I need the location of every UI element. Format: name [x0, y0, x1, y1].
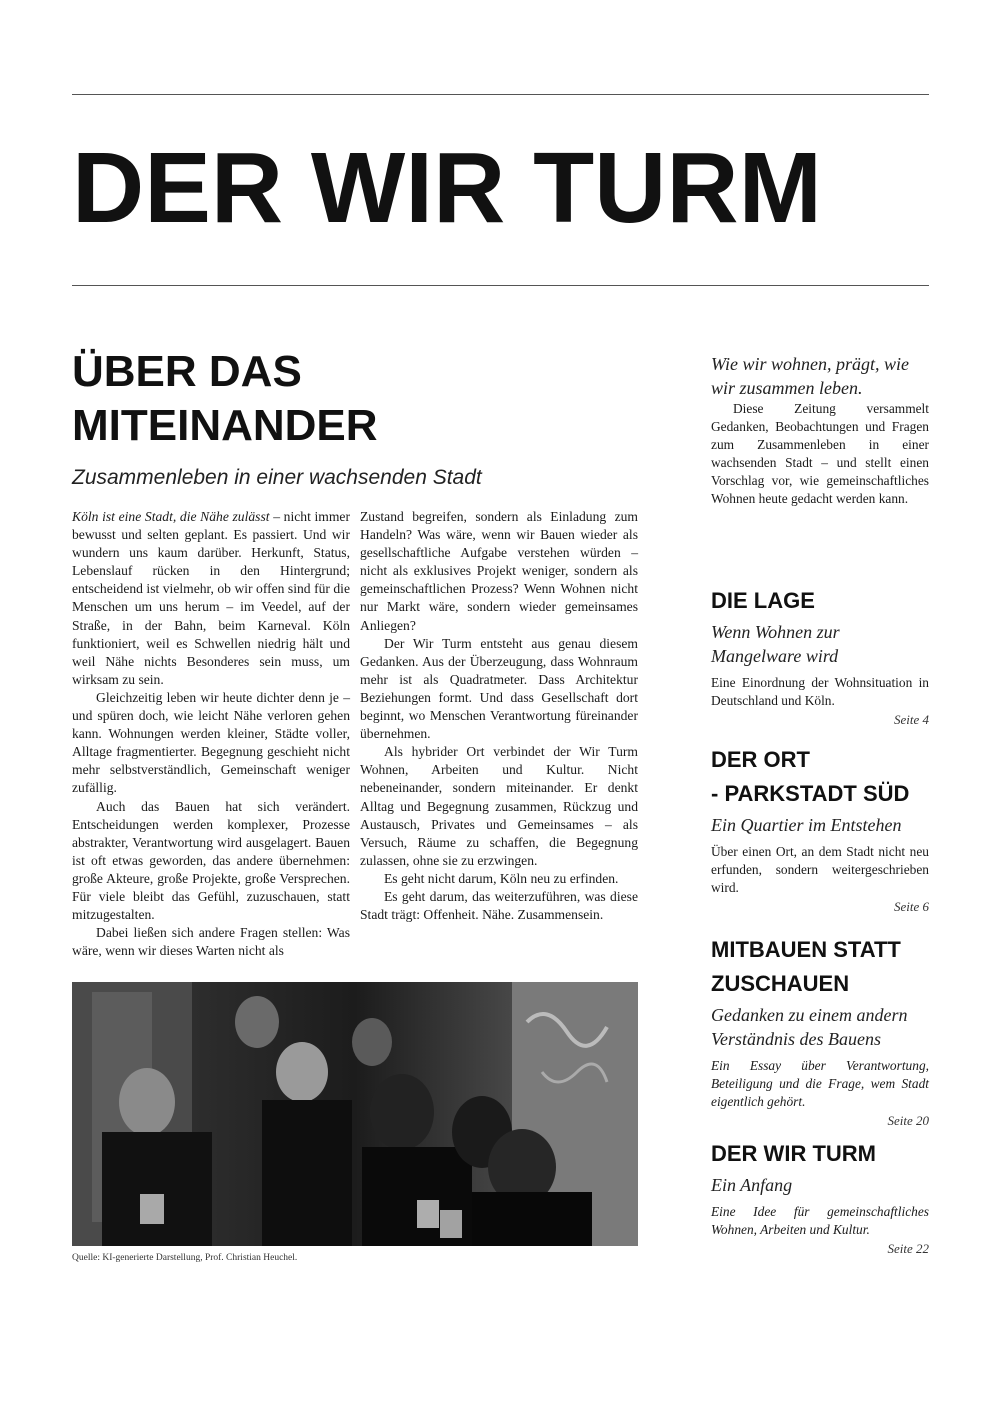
photo-caption: Quelle: KI-generierte Darstellung, Prof. Christian Heuchel. [72, 1253, 298, 1263]
teaser-title-line-2: - PARKSTADT SÜD [711, 781, 910, 806]
teaser-mitbauen[interactable] [711, 933, 929, 1130]
teaser-description: Eine Einordnung der Wohnsituation in Deutschland und Köln. [711, 675, 929, 708]
article-column-1 [72, 508, 350, 960]
teaser-subtitle: Gedanken zu einem andern Verständnis des Bauens [711, 1005, 908, 1049]
article-photo [72, 982, 638, 1246]
headline-line-2: MITEINANDER [72, 401, 378, 450]
article-paragraph-4-start: Dabei ließen sich andere Fragen stellen: Was wäre, wenn wir dieses Warten nicht als [72, 925, 350, 959]
teaser-title-line-2: ZUSCHAUEN [711, 971, 850, 996]
teaser-subtitle: Ein Anfang [711, 1175, 793, 1195]
masthead-top-rule [72, 94, 929, 95]
headline-line-1: ÜBER DAS [72, 347, 302, 396]
teaser-description: Eine Idee für gemeinschaftliches Wohnen, Arbeiten und Kultur. [711, 1204, 929, 1237]
intro-text: Diese Zeitung versammelt Gedanken, Beobachtungen und Fragen zum Zusammenleben in einer wachsenden Stadt – und stellt einen Vorschlag vor, wie gemeinschaftliches Wohnen heute gedacht werden kann. [711, 401, 929, 506]
teaser-die-lage[interactable] [711, 584, 929, 729]
intro-quote: Wie wir wohnen, prägt, wie wir zusammen leben. [711, 354, 909, 398]
article-paragraph-8: Es geht darum, das weiterzuführen, was diese Stadt trägt: Offenheit. Nähe. Zusammensein. [360, 888, 638, 923]
teaser-description: Ein Essay über Verantwortung, Beteiligung und die Frage, wem Stadt eigentlich gehört. [711, 1058, 929, 1109]
crowd-photo-illustration [72, 982, 638, 1246]
teaser-title-line-1: DER ORT [711, 747, 810, 772]
article-paragraph-2: Gleichzeitig leben wir heute dichter denn je – und spüren doch, wie leicht Nähe verloren gehen kann. Wohnungen werden kleiner, Städte voller, Alltage fragmentierter. Begegnung geschieht nicht mehr selbstverständlich, Gemeinschaft weniger zufällig. [72, 689, 350, 796]
teaser-subtitle: Wenn Wohnen zur Mangelware wird [711, 622, 840, 666]
teaser-page-link[interactable]: Seite 4 [893, 712, 929, 727]
article-paragraph-5: Der Wir Turm entsteht aus genau diesem Gedanken. Aus der Überzeugung, dass Wohnraum mehr ist als Quadratmeter. Dass Architektur Beziehungen formt. Und dass Gesellschaft dort beginnt, wo Menschen Verantwortung füreinander übernehmen. [360, 635, 638, 742]
article-paragraph-1 [72, 508, 350, 689]
teaser-subtitle: Ein Quartier im Entstehen [711, 815, 902, 835]
teaser-page-link[interactable]: Seite 22 [887, 1241, 929, 1256]
article-paragraph-6: Als hybrider Ort verbindet der Wir Turm Wohnen, Arbeiten und Kultur. Nicht nebeneinander, sondern miteinander. Er denkt Alltag und Begegnung zusammen, Rückzug und Austausch, Privates und Gemeinsames – als Versuch, Räume zu schaffen, die Begegnung zulassen, ohne sie zu erzwingen. [360, 744, 638, 868]
teaser-der-ort[interactable] [711, 743, 929, 916]
article-paragraph-4-end: Zustand begreifen, sondern als Einladung zum Handeln? Was wäre, wenn wir Bauen wieder als gesellschaftliche Aufgabe verstehen würden – nicht als exklusives Projekt weniger, sondern als gemeinschaftlichen Prozess? Wenn Wohnen nicht nur Markt wäre, sondern wieder gemeinsames Anliegen? [360, 509, 638, 633]
teaser-page-link[interactable]: Seite 6 [893, 899, 929, 914]
article-paragraph-1-text: – nicht immer bewusst und selten geplant. Es passiert. Und wir wundern uns kaum darüber. Herkunft, Status, Lebenslauf rücken in den Hintergrund; entscheidend ist vielmehr, ob wir offen sind für die Menschen um uns herum – im Veedel, auf der Straße, in der Bahn, beim Karneval. Köln funktioniert, weil es Schwellen niedrig hält und weil Nähe nichts Besonderes sein muss, um wirksam zu sein. [72, 509, 350, 687]
teaser-der-wir-turm[interactable] [711, 1137, 929, 1258]
teaser-page-link[interactable]: Seite 20 [887, 1113, 929, 1128]
teaser-title: DER WIR TURM [711, 1141, 876, 1166]
teaser-description: Über einen Ort, an dem Stadt nicht neu erfunden, sondern weitergeschrieben wird. [711, 844, 929, 895]
article-lead: Köln ist eine Stadt, die Nähe zulässt [72, 509, 270, 524]
article-paragraph-3: Auch das Bauen hat sich verändert. Entscheidungen werden komplexer, Prozesse abstrakter, Verantwortung wird ausgelagert. Bauen ist oft etwas geworden, das andere übernehmen: große Akteure, große Projekte, große Versprechen. Für viele bleibt das Gefühl, zuzuschauen, statt mitzugestalten. [72, 798, 350, 923]
teaser-title: DIE LAGE [711, 588, 815, 613]
article-subheadline: Zusammenleben in einer wachsenden Stadt [72, 466, 482, 489]
masthead-bottom-rule [72, 285, 929, 286]
masthead-title: DER WIR TURM [72, 132, 822, 244]
sidebar-intro [711, 352, 929, 508]
article-column-2 [360, 508, 638, 924]
article-headline [72, 345, 632, 453]
article-paragraph-7: Es geht nicht darum, Köln neu zu erfinden. [384, 870, 619, 886]
teaser-title-line-1: MITBAUEN STATT [711, 937, 901, 962]
